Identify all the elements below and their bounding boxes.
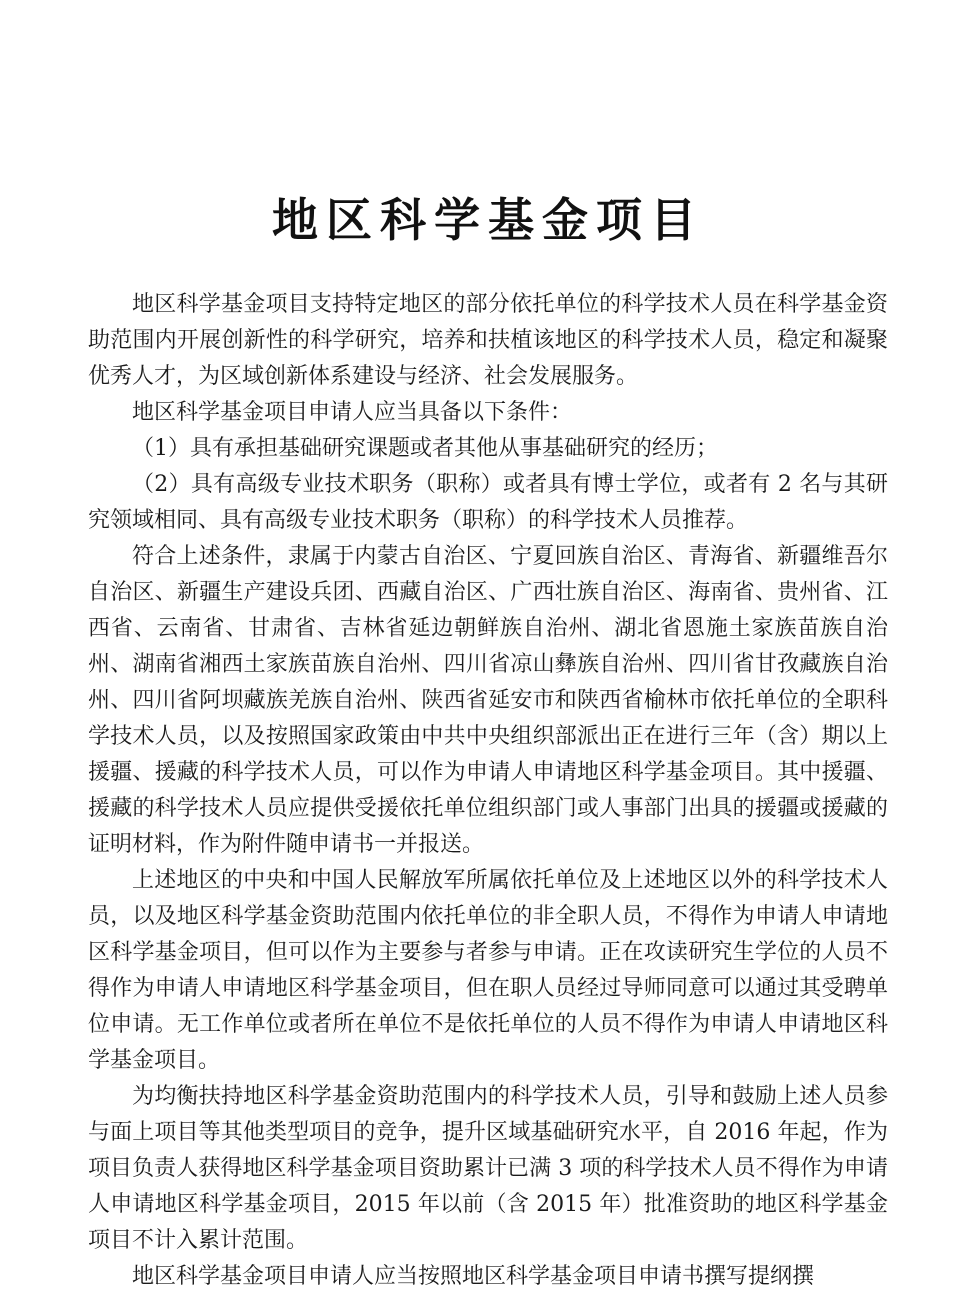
paragraph-funding-limit: 为均衡扶持地区科学基金资助范围内的科学技术人员，引导和鼓励上述人员参与面上项目等其他类型项目的竞争，提升区域基础研究水平，自 2016 年起，作为项目负责人获得地区科学基金项目资助累计已满 3 项的科学技术人员不得作为申请人申请地区科学基金项目，2015 年以前（含 2015 年）批准资助的地区科学基金项目不计入累计范围。 <box>88 1084 888 1253</box>
paragraph-ineligible-persons: 上述地区的中央和中国人民解放军所属依托单位及上述地区以外的科学技术人员，以及地区科学基金资助范围内依托单位的非全职人员，不得作为申请人申请地区科学基金项目，但可以作为主要参与者参与申请。正在攻读研究生学位的人员不得作为申请人申请地区科学基金项目，但在职人员经过导师同意可以通过其受聘单位申请。无工作单位或者所在单位不是依托单位的人员不得作为申请人申请地区科学基金项目。 <box>88 868 888 1073</box>
paragraph-eligible-regions: 符合上述条件，隶属于内蒙古自治区、宁夏回族自治区、青海省、新疆维吾尔自治区、新疆生产建设兵团、西藏自治区、广西壮族自治区、海南省、贵州省、江西省、云南省、甘肃省、吉林省延边朝鲜族自治州、湖北省恩施土家族苗族自治州、湖南省湘西土家族苗族自治州、四川省凉山彝族自治州、四川省甘孜藏族自治州、四川省阿坝藏族羌族自治州、陕西省延安市和陕西省榆林市依托单位的全职科学技术人员，以及按照国家政策由中共中央组织部派出正在进行三年（含）期以上援疆、援藏的科学技术人员，可以作为申请人申请地区科学基金项目。其中援疆、援藏的科学技术人员应提供受援依托单位组织部门或人事部门出具的援疆或援藏的证明材料，作为附件随申请书一并报送。 <box>88 544 888 857</box>
paragraph-intro: 地区科学基金项目支持特定地区的部分依托单位的科学技术人员在科学基金资助范围内开展创新性的科学研究，培养和扶植该地区的科学技术人员，稳定和凝聚优秀人才，为区域创新体系建设与经济、社会发展服务。 <box>88 292 888 389</box>
paragraph-condition-1: （1）具有承担基础研究课题或者其他从事基础研究的经历； <box>132 436 718 461</box>
page-title: 地区科学基金项目 <box>272 193 704 247</box>
paragraph-conditions-heading: 地区科学基金项目申请人应当具备以下条件： <box>132 400 573 425</box>
document-body <box>88 287 888 1295</box>
paragraph-condition-2: （2）具有高级专业技术职务（职称）或者具有博士学位，或者有 2 名与其研究领域相同、具有高级专业技术职务（职称）的科学技术人员推荐。 <box>88 472 888 533</box>
paragraph-application-outline: 地区科学基金项目申请人应当按照地区科学基金项目申请书撰写提纲撰 <box>132 1264 815 1289</box>
